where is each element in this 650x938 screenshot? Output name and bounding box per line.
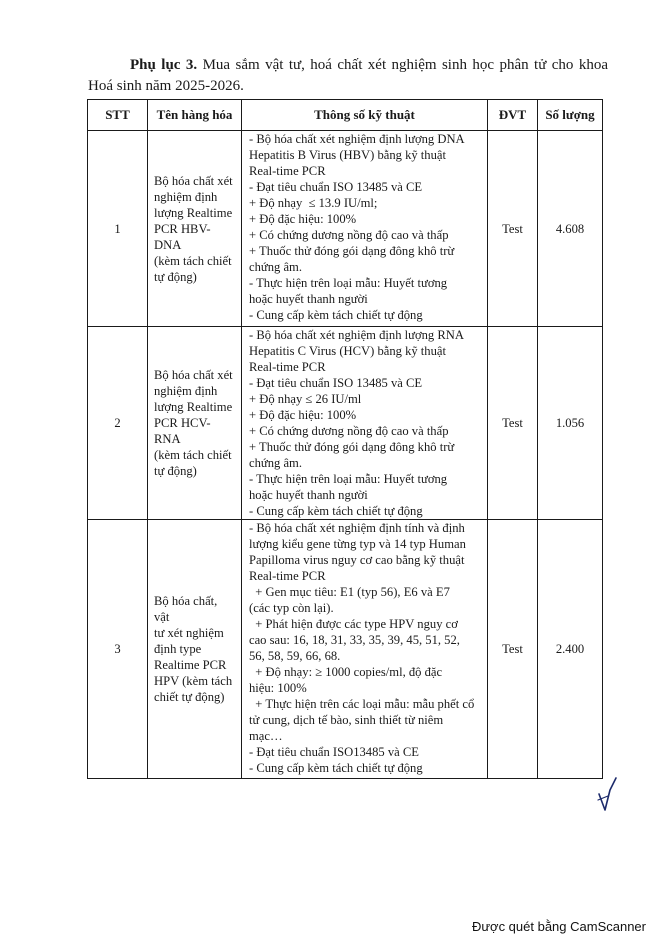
spec-line: - Cung cấp kèm tách chiết tự động — [249, 761, 423, 775]
spec-line: hoặc huyết thanh người — [249, 292, 368, 306]
spec-line: + Độ nhạy: ≥ 1000 copies/ml, độ đặc — [249, 665, 443, 679]
spec-line: + Có chứng dương nồng độ cao và thấp — [249, 424, 449, 438]
spec-line: + Phát hiện được các type HPV nguy cơ — [249, 617, 458, 631]
table-header-row — [88, 100, 603, 131]
spec-line: + Thực hiện trên các loại mẫu: mẫu phết cổ — [249, 697, 475, 711]
table-row — [88, 520, 603, 779]
row-unit: Test — [488, 131, 538, 327]
item-name-line: (kèm tách chiết — [154, 253, 232, 268]
item-name-line: HPV (kèm tách — [154, 674, 233, 688]
item-name-line: Bộ hóa chất xét — [154, 368, 233, 382]
appendix-label: Phụ lục 3. — [130, 57, 198, 73]
item-name-line: Realtime PCR — [154, 658, 227, 672]
spec-line: - Thực hiện trên loại mẫu: Huyết tương — [249, 472, 448, 486]
row-unit: Test — [488, 520, 538, 779]
table-row — [88, 131, 603, 327]
spec-line: mạc… — [249, 729, 283, 743]
appendix-title: Mua sắm vật tư, hoá chất xét nghiệm sinh học phân tử cho khoa Hoá sinh năm 2025-2026. — [88, 57, 609, 94]
spec-line: Real-time PCR — [249, 164, 326, 178]
spec-line: chứng âm. — [249, 260, 302, 274]
spec-line: hoặc huyết thanh người — [249, 488, 368, 502]
item-name-line: lượng Realtime — [154, 400, 233, 414]
spec-line: + Có chứng dương nồng độ cao và thấp — [249, 228, 449, 242]
spec-line: - Đạt tiêu chuẩn ISO13485 và CE — [249, 745, 419, 759]
scanner-watermark: Được quét bằng CamScanner — [471, 919, 646, 934]
row-stt: 2 — [88, 327, 148, 520]
item-name-line: nghiệm định — [154, 384, 218, 398]
spec-line: chứng âm. — [249, 456, 302, 470]
spec-line: + Gen mục tiêu: E1 (typ 56), E6 và E7 — [249, 585, 450, 599]
row-quantity: 4.608 — [538, 131, 603, 327]
spec-line: Hepatitis C Virus (HCV) bằng kỹ thuật — [249, 344, 446, 358]
spec-line: - Cung cấp kèm tách chiết tự động — [249, 308, 423, 322]
spec-line: + Độ đặc hiệu: 100% — [249, 212, 357, 226]
item-name-line: nghiệm định — [154, 189, 218, 204]
spec-line: lượng kiểu gene từng typ và 14 typ Human — [249, 537, 466, 551]
item-name-line: lượng Realtime — [154, 205, 233, 220]
row-unit: Test — [488, 327, 538, 520]
spec-line: Real-time PCR — [249, 360, 326, 374]
item-name-line: PCR HCV-RNA — [154, 416, 211, 446]
spec-line: + Độ đặc hiệu: 100% — [249, 408, 357, 422]
spec-line: + Độ nhạy ≤ 26 IU/ml — [249, 392, 362, 406]
procurement-table — [87, 99, 603, 779]
column-header-stt: STT — [88, 100, 148, 131]
spec-line: tử cung, dịch tế bào, sinh thiết từ niêm — [249, 713, 444, 727]
row-specification — [242, 131, 488, 327]
spec-line: + Thuốc thử đóng gói dạng đông khô trừ — [249, 244, 455, 258]
item-name-line: chiết tự động) — [154, 690, 225, 704]
row-item-name — [148, 131, 242, 327]
column-header-unit: ĐVT — [488, 100, 538, 131]
row-specification — [242, 520, 488, 779]
row-item-name — [148, 327, 242, 520]
spec-line: Hepatitis B Virus (HBV) bằng kỹ thuật — [249, 148, 446, 162]
item-name-line: tự động) — [154, 464, 197, 478]
item-name-line: tự động) — [154, 269, 197, 284]
appendix-heading — [88, 55, 608, 97]
row-quantity: 1.056 — [538, 327, 603, 520]
row-item-name — [148, 520, 242, 779]
item-name-line: định type — [154, 642, 202, 656]
column-header-name: Tên hàng hóa — [148, 100, 242, 131]
spec-line: + Thuốc thử đóng gói dạng đông khô trừ — [249, 440, 455, 454]
spec-line: hiệu: 100% — [249, 681, 307, 695]
row-stt: 1 — [88, 131, 148, 327]
handwritten-initial — [596, 776, 620, 816]
row-stt: 3 — [88, 520, 148, 779]
item-name-line: Bộ hóa chất, vật — [154, 594, 218, 624]
item-name-line: (kèm tách chiết — [154, 448, 232, 462]
item-name-line: Bộ hóa chất xét — [154, 173, 233, 188]
spec-line: - Thực hiện trên loại mẫu: Huyết tương — [249, 276, 448, 290]
spec-line: 56, 58, 59, 66, 68. — [249, 649, 341, 663]
column-header-spec: Thông số kỹ thuật — [242, 100, 488, 131]
spec-line: - Đạt tiêu chuẩn ISO 13485 và CE — [249, 376, 423, 390]
column-header-quantity: Số lượng — [538, 100, 603, 131]
item-name-line: PCR HBV-DNA — [154, 221, 211, 252]
spec-line: + Độ nhạy ≤ 13.9 IU/ml; — [249, 196, 378, 210]
spec-line: - Đạt tiêu chuẩn ISO 13485 và CE — [249, 180, 423, 194]
spec-line: cao sau: 16, 18, 31, 33, 35, 39, 45, 51, 52, — [249, 633, 460, 647]
row-specification — [242, 327, 488, 520]
spec-line: - Bộ hóa chất xét nghiệm định lượng DNA — [249, 132, 465, 146]
table-row — [88, 327, 603, 520]
spec-line: - Bộ hóa chất xét nghiệm định lượng RNA — [249, 328, 464, 342]
spec-line: - Cung cấp kèm tách chiết tự động — [249, 504, 423, 518]
item-name-line: tư xét nghiệm — [154, 626, 224, 640]
spec-line: Papilloma virus nguy cơ cao bằng kỹ thuật — [249, 553, 465, 567]
spec-line: (các typ còn lại). — [249, 601, 334, 615]
spec-line: Real-time PCR — [249, 569, 326, 583]
spec-line: - Bộ hóa chất xét nghiệm định tính và định — [249, 521, 465, 535]
row-quantity: 2.400 — [538, 520, 603, 779]
